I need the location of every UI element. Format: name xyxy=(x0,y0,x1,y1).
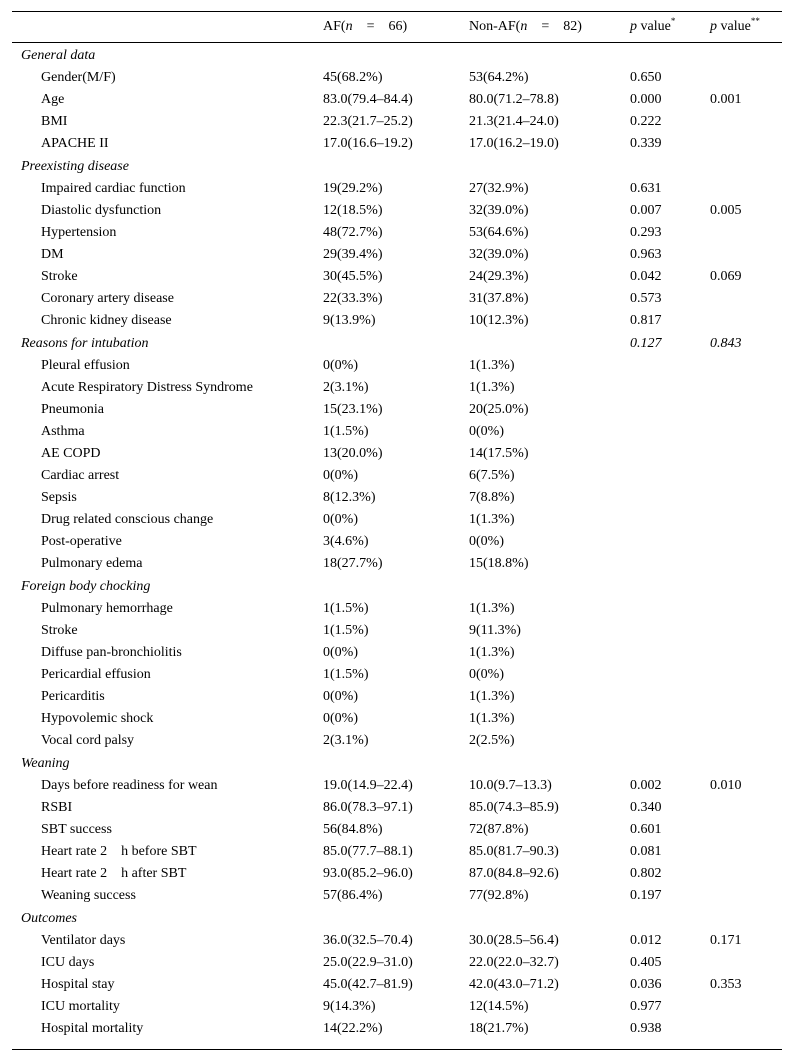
table-row xyxy=(12,531,782,553)
p-value-2-cell: 0.843 xyxy=(710,336,742,351)
af-cell: 83.0(79.4–84.4) xyxy=(323,92,413,107)
row-label: Diastolic dysfunction xyxy=(41,203,162,218)
table-row xyxy=(12,200,782,222)
af-cell: 93.0(85.2–96.0) xyxy=(323,866,413,881)
table-row xyxy=(12,996,782,1018)
af-cell: 36.0(32.5–70.4) xyxy=(323,933,413,948)
af-cell: 9(14.3%) xyxy=(323,999,376,1014)
table-row xyxy=(12,487,782,509)
af-cell: 57(86.4%) xyxy=(323,888,383,903)
table-row xyxy=(12,863,782,885)
table-row xyxy=(12,819,782,841)
table-row xyxy=(12,797,782,819)
nonaf-cell: 24(29.3%) xyxy=(469,269,529,284)
table-row xyxy=(12,686,782,708)
nonaf-cell: 1(1.3%) xyxy=(469,689,515,704)
section-label: Reasons for intubation xyxy=(21,336,149,351)
p-value-1-cell: 0.601 xyxy=(630,822,662,837)
af-cell: 8(12.3%) xyxy=(323,490,376,505)
p-value-1-cell: 0.631 xyxy=(630,181,662,196)
af-cell: 2(3.1%) xyxy=(323,380,369,395)
af-cell: 1(1.5%) xyxy=(323,601,369,616)
nonaf-cell: 10(12.3%) xyxy=(469,313,529,328)
header-nonaf: Non-AF(n = 82) xyxy=(469,19,582,34)
table-row xyxy=(12,664,782,686)
nonaf-cell: 85.0(74.3–85.9) xyxy=(469,800,559,815)
row-label: Gender(M/F) xyxy=(41,70,116,85)
p-value-1-cell: 0.817 xyxy=(630,313,662,328)
row-label: Age xyxy=(41,92,65,107)
nonaf-cell: 7(8.8%) xyxy=(469,490,515,505)
row-label: Coronary artery disease xyxy=(41,291,174,306)
p-value-1-cell: 0.650 xyxy=(630,70,662,85)
af-cell: 3(4.6%) xyxy=(323,534,369,549)
table-row xyxy=(12,1018,782,1040)
table-row xyxy=(12,775,782,797)
af-cell: 19(29.2%) xyxy=(323,181,383,196)
table-row xyxy=(12,288,782,310)
header-p-value-2: p value** xyxy=(710,16,760,34)
row-label: Stroke xyxy=(41,623,78,638)
row-label: Stroke xyxy=(41,269,78,284)
row-label: ICU mortality xyxy=(41,999,120,1014)
table-row xyxy=(12,67,782,89)
table-row xyxy=(12,443,782,465)
table-row xyxy=(12,620,782,642)
table-row xyxy=(12,178,782,200)
nonaf-cell: 1(1.3%) xyxy=(469,358,515,373)
af-cell: 13(20.0%) xyxy=(323,446,383,461)
table-row xyxy=(12,952,782,974)
af-cell: 1(1.5%) xyxy=(323,667,369,682)
nonaf-cell: 6(7.5%) xyxy=(469,468,515,483)
p-value-1-cell: 0.222 xyxy=(630,114,662,129)
nonaf-cell: 14(17.5%) xyxy=(469,446,529,461)
section-label: Foreign body chocking xyxy=(21,579,151,594)
row-label: BMI xyxy=(41,114,68,129)
nonaf-cell: 1(1.3%) xyxy=(469,601,515,616)
nonaf-cell: 77(92.8%) xyxy=(469,888,529,903)
nonaf-cell: 80.0(71.2–78.8) xyxy=(469,92,559,107)
nonaf-cell: 1(1.3%) xyxy=(469,512,515,527)
nonaf-cell: 2(2.5%) xyxy=(469,733,515,748)
af-cell: 14(22.2%) xyxy=(323,1021,383,1036)
header-af: AF(n = 66) xyxy=(323,19,408,34)
nonaf-cell: 20(25.0%) xyxy=(469,402,529,417)
table-row xyxy=(12,730,782,752)
af-cell: 48(72.7%) xyxy=(323,225,383,240)
table-header-rule xyxy=(12,42,782,43)
p-value-1-cell: 0.802 xyxy=(630,866,662,881)
p-value-2-cell: 0.069 xyxy=(710,269,742,284)
p-value-1-cell: 0.963 xyxy=(630,247,662,262)
row-label: Chronic kidney disease xyxy=(41,313,172,328)
nonaf-cell: 0(0%) xyxy=(469,424,504,439)
nonaf-cell: 32(39.0%) xyxy=(469,247,529,262)
row-label: Vocal cord palsy xyxy=(41,733,135,748)
row-label: Pulmonary hemorrhage xyxy=(41,601,173,616)
table-row xyxy=(12,377,782,399)
af-cell: 17.0(16.6–19.2) xyxy=(323,136,413,151)
nonaf-cell: 72(87.8%) xyxy=(469,822,529,837)
af-cell: 86.0(78.3–97.1) xyxy=(323,800,413,815)
p-value-1-cell: 0.007 xyxy=(630,203,662,218)
table-row xyxy=(12,421,782,443)
row-label: SBT success xyxy=(41,822,112,837)
table-row xyxy=(12,111,782,133)
table-row xyxy=(12,598,782,620)
row-label: Hypovolemic shock xyxy=(41,711,154,726)
table-row xyxy=(12,885,782,907)
table-body xyxy=(12,44,782,1040)
section-row xyxy=(12,332,782,355)
p-value-2-cell: 0.353 xyxy=(710,977,742,992)
row-label: Pulmonary edema xyxy=(41,556,143,571)
af-cell: 22(33.3%) xyxy=(323,291,383,306)
af-cell: 25.0(22.9–31.0) xyxy=(323,955,413,970)
nonaf-cell: 32(39.0%) xyxy=(469,203,529,218)
af-cell: 0(0%) xyxy=(323,689,358,704)
nonaf-cell: 18(21.7%) xyxy=(469,1021,529,1036)
nonaf-cell: 31(37.8%) xyxy=(469,291,529,306)
p-value-2-cell: 0.010 xyxy=(710,778,742,793)
af-cell: 45.0(42.7–81.9) xyxy=(323,977,413,992)
row-label: ICU days xyxy=(41,955,95,970)
row-label: Hospital mortality xyxy=(41,1021,144,1036)
af-cell: 19.0(14.9–22.4) xyxy=(323,778,413,793)
section-row xyxy=(12,155,782,178)
nonaf-cell: 30.0(28.5–56.4) xyxy=(469,933,559,948)
section-label: General data xyxy=(21,48,96,63)
table-row xyxy=(12,841,782,863)
af-cell: 0(0%) xyxy=(323,711,358,726)
p-value-1-cell: 0.042 xyxy=(630,269,662,284)
p-value-1-cell: 0.293 xyxy=(630,225,662,240)
table-row xyxy=(12,930,782,952)
af-cell: 9(13.9%) xyxy=(323,313,376,328)
table-row xyxy=(12,465,782,487)
row-label: Hospital stay xyxy=(41,977,115,992)
af-cell: 2(3.1%) xyxy=(323,733,369,748)
nonaf-cell: 53(64.2%) xyxy=(469,70,529,85)
p-value-2-cell: 0.171 xyxy=(710,933,742,948)
table-row xyxy=(12,310,782,332)
nonaf-cell: 15(18.8%) xyxy=(469,556,529,571)
table-row xyxy=(12,355,782,377)
row-label: RSBI xyxy=(41,800,73,815)
nonaf-cell: 53(64.6%) xyxy=(469,225,529,240)
section-row xyxy=(12,44,782,67)
row-label: Heart rate 2 h after SBT xyxy=(41,866,187,881)
row-label: Diffuse pan-bronchiolitis xyxy=(41,645,182,660)
af-cell: 0(0%) xyxy=(323,358,358,373)
p-value-2-cell: 0.001 xyxy=(710,92,742,107)
section-label: Preexisting disease xyxy=(21,159,129,174)
table-row xyxy=(12,553,782,575)
p-value-1-cell: 0.405 xyxy=(630,955,662,970)
table-row xyxy=(12,133,782,155)
af-cell: 0(0%) xyxy=(323,468,358,483)
row-label: Ventilator days xyxy=(41,933,126,948)
nonaf-cell: 87.0(84.8–92.6) xyxy=(469,866,559,881)
af-cell: 1(1.5%) xyxy=(323,424,369,439)
p-value-1-cell: 0.573 xyxy=(630,291,662,306)
p-value-1-cell: 0.339 xyxy=(630,136,662,151)
af-cell: 30(45.5%) xyxy=(323,269,383,284)
af-cell: 0(0%) xyxy=(323,512,358,527)
nonaf-cell: 17.0(16.2–19.0) xyxy=(469,136,559,151)
row-label: Weaning success xyxy=(41,888,136,903)
p-value-1-cell: 0.197 xyxy=(630,888,662,903)
header-p-value-1: p value* xyxy=(630,16,676,34)
af-cell: 15(23.1%) xyxy=(323,402,383,417)
nonaf-cell: 0(0%) xyxy=(469,534,504,549)
table-row xyxy=(12,642,782,664)
p-value-2-cell: 0.005 xyxy=(710,203,742,218)
nonaf-cell: 1(1.3%) xyxy=(469,711,515,726)
p-value-1-cell: 0.127 xyxy=(630,336,662,351)
af-cell: 18(27.7%) xyxy=(323,556,383,571)
nonaf-cell: 21.3(21.4–24.0) xyxy=(469,114,559,129)
p-value-1-cell: 0.977 xyxy=(630,999,662,1014)
table-row xyxy=(12,244,782,266)
section-row xyxy=(12,752,782,775)
row-label: Days before readiness for wean xyxy=(41,778,218,793)
row-label: Heart rate 2 h before SBT xyxy=(41,844,197,859)
table-row xyxy=(12,222,782,244)
row-label: Impaired cardiac function xyxy=(41,181,186,196)
nonaf-cell: 1(1.3%) xyxy=(469,380,515,395)
row-label: Hypertension xyxy=(41,225,117,240)
row-label: Pericarditis xyxy=(41,689,105,704)
p-value-1-cell: 0.036 xyxy=(630,977,662,992)
af-cell: 29(39.4%) xyxy=(323,247,383,262)
p-value-1-cell: 0.012 xyxy=(630,933,662,948)
row-label: AE COPD xyxy=(41,446,101,461)
nonaf-cell: 85.0(81.7–90.3) xyxy=(469,844,559,859)
section-row xyxy=(12,575,782,598)
nonaf-cell: 42.0(43.0–71.2) xyxy=(469,977,559,992)
nonaf-cell: 12(14.5%) xyxy=(469,999,529,1014)
nonaf-cell: 10.0(9.7–13.3) xyxy=(469,778,552,793)
row-label: Post-operative xyxy=(41,534,122,549)
section-label: Weaning xyxy=(21,756,70,771)
section-label: Outcomes xyxy=(21,911,77,926)
nonaf-cell: 1(1.3%) xyxy=(469,645,515,660)
p-value-1-cell: 0.081 xyxy=(630,844,662,859)
table-row xyxy=(12,399,782,421)
row-label: Pericardial effusion xyxy=(41,667,151,682)
table-row xyxy=(12,509,782,531)
p-value-1-cell: 0.000 xyxy=(630,92,662,107)
row-label: Cardiac arrest xyxy=(41,468,120,483)
af-cell: 22.3(21.7–25.2) xyxy=(323,114,413,129)
row-label: Asthma xyxy=(41,424,85,439)
section-row xyxy=(12,907,782,930)
row-label: APACHE II xyxy=(41,136,109,151)
p-value-1-cell: 0.002 xyxy=(630,778,662,793)
af-cell: 0(0%) xyxy=(323,645,358,660)
af-cell: 12(18.5%) xyxy=(323,203,383,218)
af-cell: 56(84.8%) xyxy=(323,822,383,837)
p-value-1-cell: 0.938 xyxy=(630,1021,662,1036)
table-row xyxy=(12,89,782,111)
row-label: Drug related conscious change xyxy=(41,512,214,527)
row-label: Sepsis xyxy=(41,490,77,505)
nonaf-cell: 22.0(22.0–32.7) xyxy=(469,955,559,970)
table-bottom-rule xyxy=(12,1049,782,1050)
table-row xyxy=(12,708,782,730)
table-row xyxy=(12,266,782,288)
row-label: DM xyxy=(41,247,64,262)
af-cell: 45(68.2%) xyxy=(323,70,383,85)
row-label: Pleural effusion xyxy=(41,358,130,373)
af-cell: 1(1.5%) xyxy=(323,623,369,638)
table-row xyxy=(12,974,782,996)
af-cell: 85.0(77.7–88.1) xyxy=(323,844,413,859)
row-label: Acute Respiratory Distress Syndrome xyxy=(41,380,253,395)
row-label: Pneumonia xyxy=(41,402,104,417)
nonaf-cell: 0(0%) xyxy=(469,667,504,682)
p-value-1-cell: 0.340 xyxy=(630,800,662,815)
nonaf-cell: 9(11.3%) xyxy=(469,623,521,638)
nonaf-cell: 27(32.9%) xyxy=(469,181,529,196)
